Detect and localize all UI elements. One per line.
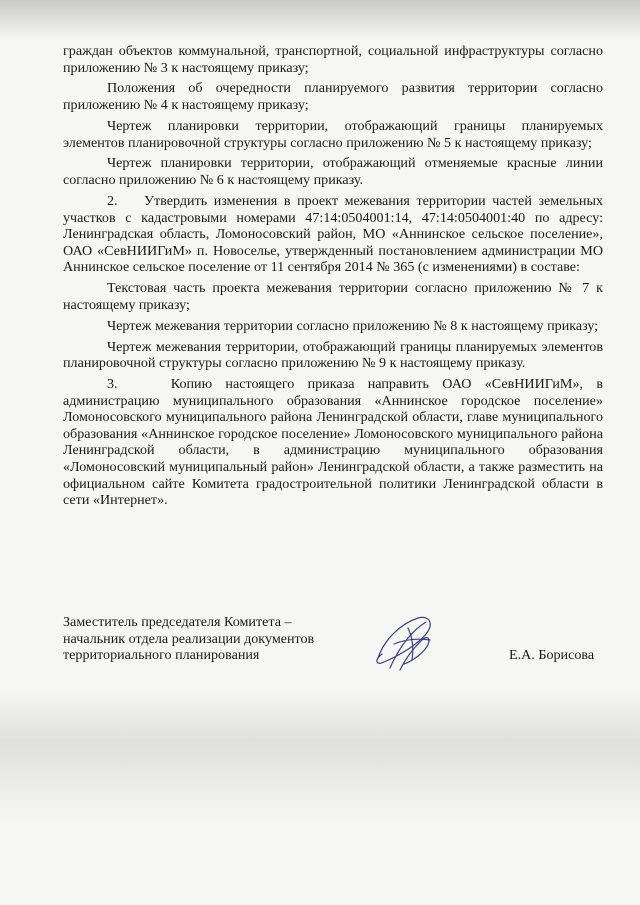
signatory-name: Е.А. Борисова (509, 647, 595, 663)
paragraph-item-3: 3. Копию настоящего приказа направить ОАО «СевНИИГиМ», в администрацию муниципального образования «Аннинское городское поселение» Ломоносовского муниципального района Ленинградской области, главе муниципального образования «Аннинское городское поселение» Ломоносовского муниципального района Ленинградской области, в администрацию муниципального образования «Ломоносовский муниципальный район» Ленинградской области, а также разместить на официальном сайте Комитета градостроительной политики Ленинградской области в сети «Интернет». (63, 376, 603, 509)
paragraph-item-2: 2. Утвердить изменения в проект межевания территории частей земельных участков с кадастровыми номерами 47:14:0504001:14, 47:14:0504001:40 по адресу: Ленинградская область, Ломоносовский район, МО «Аннинское сельское поселение», ОАО «СевНИИГиМ» п. Новоселье, утвержденный постановлением администрации МО Аннинское сельское поселение от 11 сентября 2014 № 365 (с изменениями) в составе: (63, 192, 603, 276)
paragraph-appendix-8: Чертеж межевания территории согласно приложению № 8 к настоящему приказу; (107, 317, 599, 334)
paragraph-appendix-6: Чертеж планировки территории, отображающий отменяемые красные линии согласно приложению № 6 к настоящему приказу. (63, 155, 603, 189)
signature-block (63, 614, 603, 664)
signatory-position (63, 614, 363, 664)
position-line: территориального планирования (63, 647, 260, 664)
scan-shadow-top (0, 0, 640, 40)
document-body (63, 43, 603, 513)
paragraph-appendix-7: Текстовая часть проекта межевания территории согласно приложению № 7 к настоящему приказу; (63, 280, 603, 313)
scan-shadow-bottom (0, 690, 640, 820)
position-line: начальник отдела реализации документов (63, 630, 315, 647)
paragraph-appendix-5: Чертеж планировки территории, отображающий границы планируемых элементов планировочной структуры согласно приложению № 5 к настоящему приказу; (63, 117, 603, 151)
paragraph-appendix-4: Положения об очередности планируемого развития территории согласно приложению № 4 к настоящему приказу; (63, 80, 603, 114)
position-line: Заместитель председателя Комитета – (63, 614, 292, 630)
paragraph-appendix-9: Чертеж межевания территории, отображающий границы планируемых элементов планировочной структуры согласно приложению № 9 к настоящему приказу. (63, 338, 603, 372)
handwritten-signature (370, 610, 440, 675)
paragraph-appendix-3: граждан объектов коммунальной, транспортной, социальной инфраструктуры согласно приложению № 3 к настоящему приказу; (63, 43, 603, 76)
